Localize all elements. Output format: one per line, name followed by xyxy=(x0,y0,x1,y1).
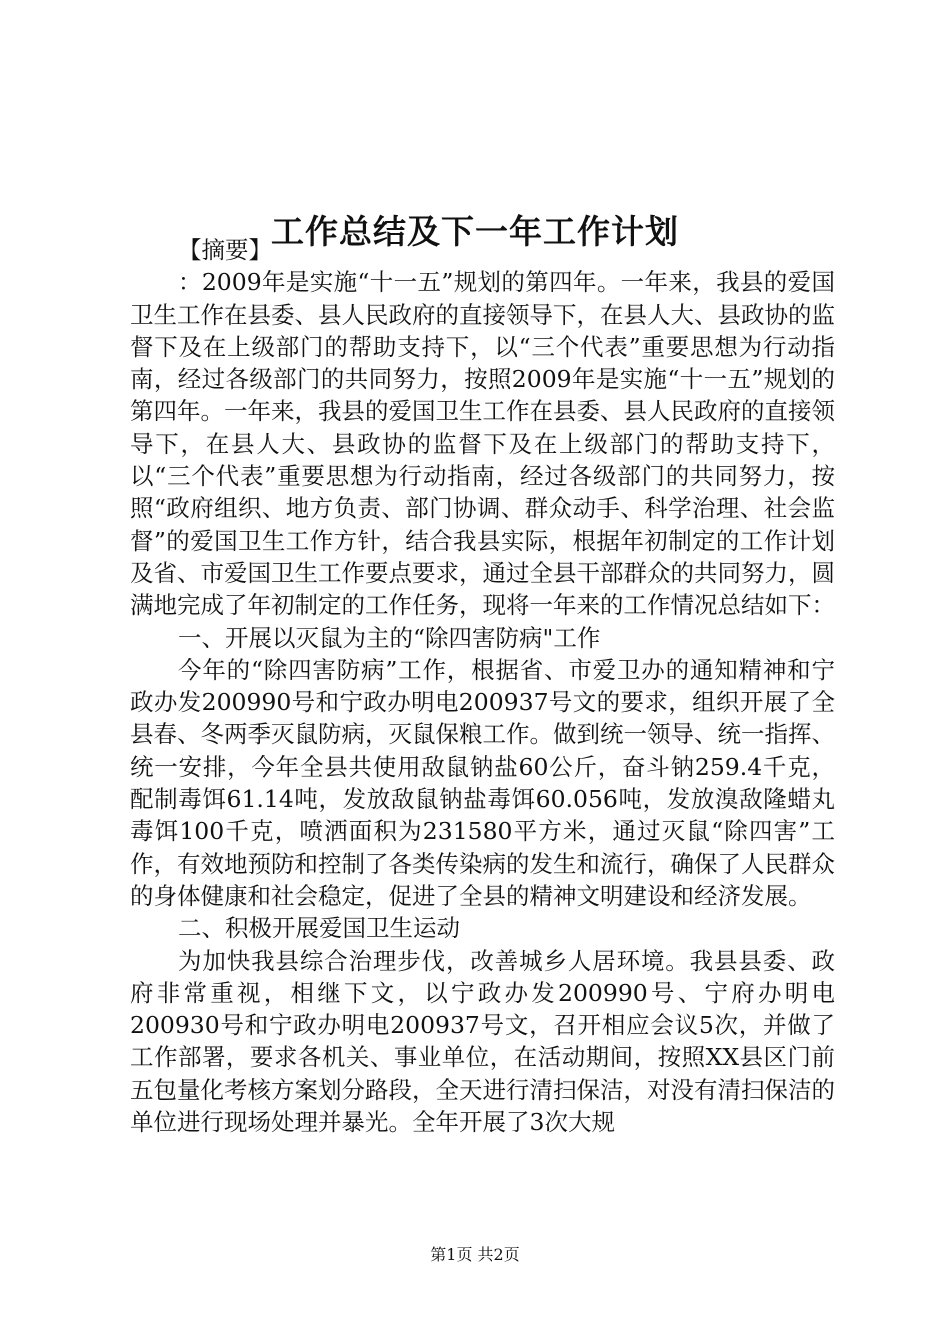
abstract-heading: 【摘要】 xyxy=(178,236,272,264)
page-number-footer: 第1页 共2页 xyxy=(430,1245,520,1264)
abstract-paragraph: ：2009年是实施“十一五”规划的第四年。一年来，我县的爱国卫生工作在县委、县人民政府的直接领导下，在县人大、县政协的监督下及在上级部门的帮助支持下，以“三个代表”重要思想为行动指南，经过各级部门的共同努力，按照2009年是实施“十一五”规划的第四年。一年来，我县的爱国卫生工作在县委、县人民政府的直接领导下，在县人大、县政协的监督下及在上级部门的帮助支持下，以“三个代表”重要思想为行动指南，经过各级部门的共同努力，按照“政府组织、地方负责、部门协调、群众动手、科学治理、社会监督”的爱国卫生工作方针，结合我县实际，根据年初制定的工作计划及省、市爱国卫生工作要点要求，通过全县干部群众的共同努力，圆满地完成了年初制定的工作任务，现将一年来的工作情况总结如下： xyxy=(130,268,835,620)
document-title: 工作总结及下一年工作计划 xyxy=(271,212,679,252)
section-heading-2: 二、积极开展爱国卫生运动 xyxy=(178,914,460,943)
section-paragraph-1: 今年的“除四害防病”工作，根据省、市爱卫办的通知精神和宁政办发200990号和宁政办明电200937号文的要求，组织开展了全县春、冬两季灭鼠防病，灭鼠保粮工作。做到统一领导、统一指挥、统一安排，今年全县共使用敌鼠钠盐60公斤，奋斗钠259.4千克，配制毒饵61.14吨，发放敌鼠钠盐毒饵60.056吨，发放溴敌隆蜡丸毒饵100千克，喷洒面积为231580平方米，通过灭鼠“除四害”工作，有效地预防和控制了各类传染病的发生和流行，确保了人民群众的身体健康和社会稳定，促进了全县的精神文明建设和经济发展。 xyxy=(130,655,835,910)
section-heading-1: 一、开展以灭鼠为主的“除四害防病"工作 xyxy=(178,623,601,652)
section-paragraph-2: 为加快我县综合治理步伐，改善城乡人居环境。我县县委、政府非常重视，相继下文，以宁政办发200990号、宁府办明电200930号和宁政办明电200937号文，召开相应会议5次，并做了工作部署，要求各机关、事业单位，在活动期间，按照XX县区门前五包量化考核方案划分路段，全天进行清扫保洁，对没有清扫保洁的单位进行现场处理并暴光。全年开展了3次大规 xyxy=(130,946,835,1137)
document-body xyxy=(130,234,835,1138)
